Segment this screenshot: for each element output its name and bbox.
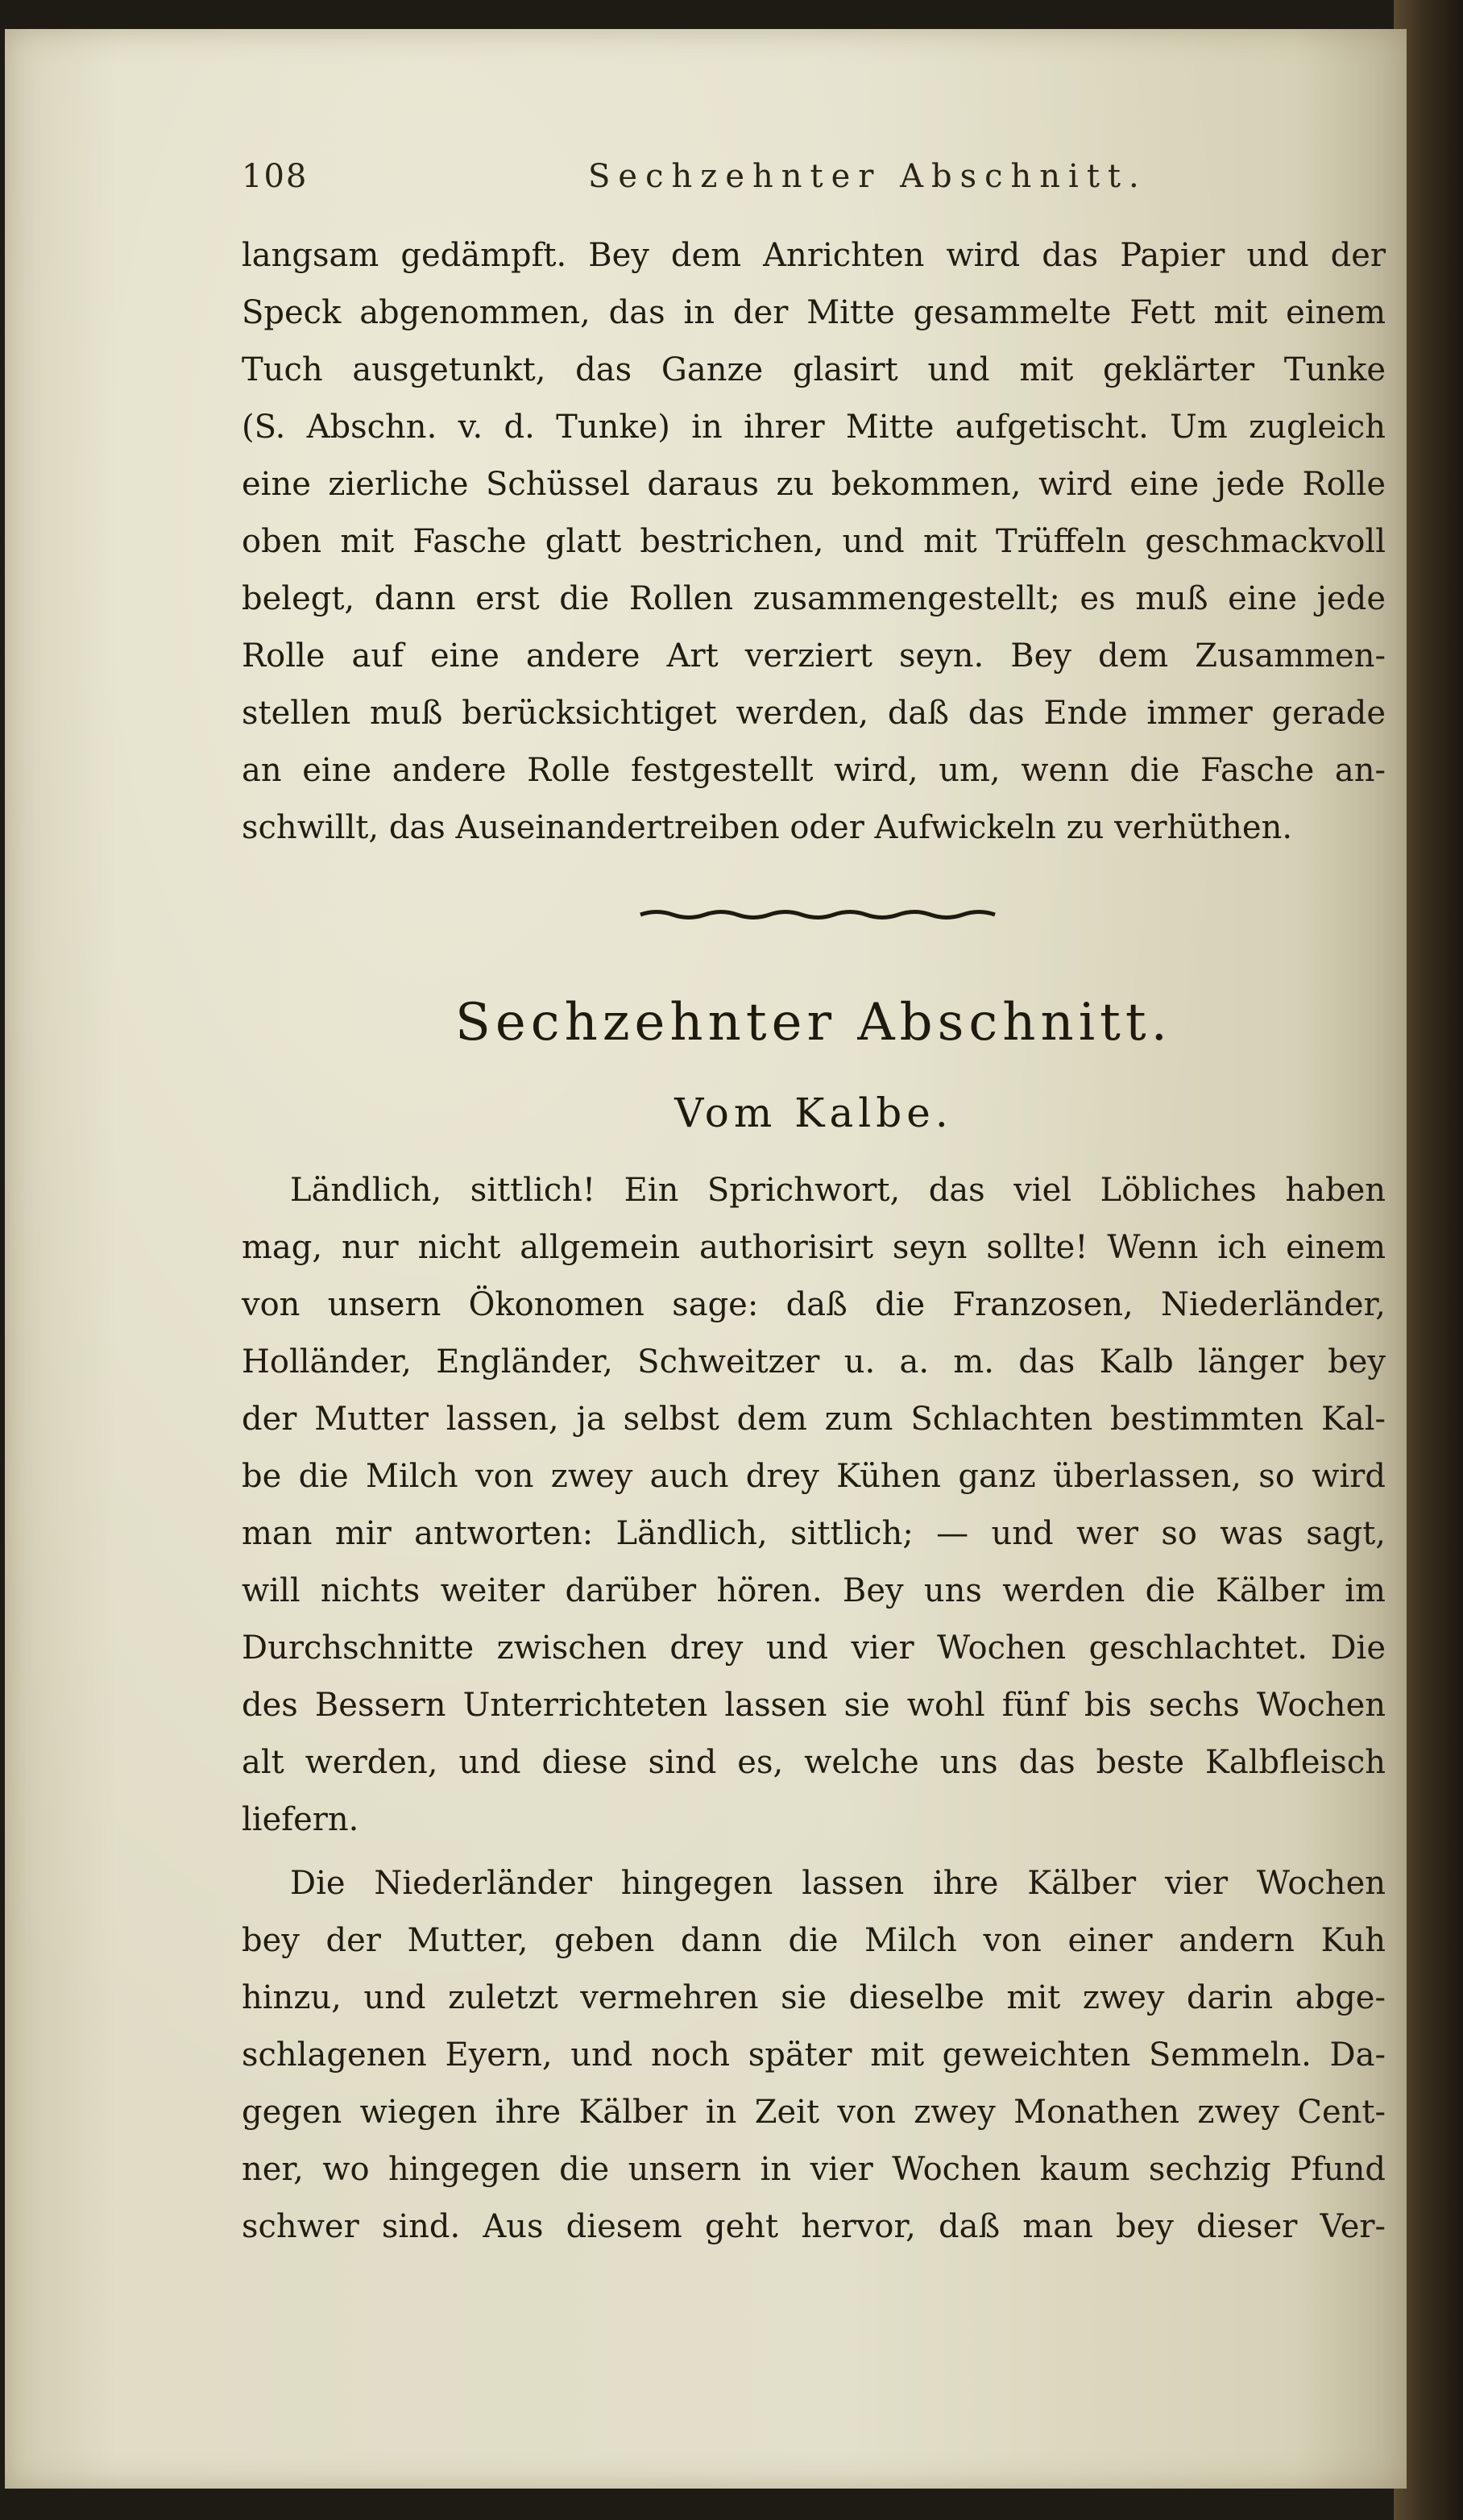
page-header <box>242 158 1353 198</box>
text-line: Ländlich, sittlich! Ein Sprichwort, das viel Löbliches haben <box>290 1172 1386 1209</box>
text-line: Die Niederländer hingegen lassen ihre Kälber vier Wochen <box>290 1865 1386 1902</box>
running-head: Sechzehnter Abschnitt. <box>588 158 1147 195</box>
text-line: an eine andere Rolle festgestellt wird, um, wenn die Fasche an- <box>242 752 1386 789</box>
text-line: Holländer, Engländer, Schweitzer u. a. m. das Kalb länger bey <box>242 1343 1386 1380</box>
text-line: von unsern Ökonomen sage: daß die Franzosen, Niederländer, <box>242 1286 1386 1323</box>
text-line: bey der Mutter, geben dann die Milch von einer andern Kuh <box>242 1922 1386 1959</box>
text-line: der Mutter lassen, ja selbst dem zum Schlachten bestimmten Kal- <box>242 1401 1386 1438</box>
text-line: ner, wo hingegen die unsern in vier Wochen kaum sechzig Pfund <box>242 2151 1386 2188</box>
text-line: eine zierliche Schüssel daraus zu bekommen, wird eine jede Rolle <box>242 466 1386 503</box>
text-line: langsam gedämpft. Bey dem Anrichten wird das Papier und der <box>242 237 1386 274</box>
text-line: oben mit Fasche glatt bestrichen, und mit Trüffeln geschmackvoll <box>242 523 1386 560</box>
text-line: will nichts weiter darüber hören. Bey uns werden die Kälber im <box>242 1572 1386 1609</box>
text-line: (S. Abschn. v. d. Tunke) in ihrer Mitte aufgetischt. Um zugleich <box>242 409 1386 446</box>
ornamental-divider <box>636 907 999 922</box>
section-title: Sechzehnter Abschnitt. <box>455 993 1172 1052</box>
text-line: alt werden, und diese sind es, welche uns das beste Kalbfleisch <box>242 1744 1386 1781</box>
text-line: be die Milch von zwey auch drey Kühen ganz überlassen, so wird <box>242 1458 1386 1495</box>
section-subtitle: Vom Kalbe. <box>674 1090 953 1136</box>
page-number: 108 <box>242 158 309 195</box>
text-line: mag, nur nicht allgemein authorisirt seyn sollte! Wenn ich einem <box>242 1229 1386 1266</box>
text-line: schlagenen Eyern, und noch später mit geweichten Semmeln. Da- <box>242 2036 1386 2074</box>
text-line: Durchschnitte zwischen drey und vier Wochen geschlachtet. Die <box>242 1629 1386 1667</box>
text-line: Tuch ausgetunkt, das Ganze glasirt und mit geklärter Tunke <box>242 351 1386 388</box>
text-line: hinzu, und zuletzt vermehren sie dieselbe mit zwey darin abge- <box>242 1979 1386 2016</box>
text-line: Rolle auf eine andere Art verziert seyn. Bey dem Zusammen- <box>242 637 1386 675</box>
paragraph-3 <box>242 1855 1386 2256</box>
text-line: des Bessern Unterrichteten lassen sie wohl fünf bis sechs Wochen <box>242 1687 1386 1724</box>
text-line: liefern. <box>242 1801 359 1838</box>
text-line: Speck abgenommen, das in der Mitte gesammelte Fett mit einem <box>242 294 1386 331</box>
text-line: schwer sind. Aus diesem geht hervor, daß man bey dieser Ver- <box>242 2208 1386 2245</box>
text-line: belegt, dann erst die Rollen zusammengestellt; es muß eine jede <box>242 580 1386 617</box>
text-line: schwillt, das Auseinandertreiben oder Aufwickeln zu verhüthen. <box>242 809 1293 846</box>
paragraph-1 <box>242 227 1386 857</box>
text-line: gegen wiegen ihre Kälber in Zeit von zwey Monathen zwey Cent- <box>242 2094 1386 2131</box>
text-line: man mir antworten: Ländlich, sittlich; — und wer so was sagt, <box>242 1515 1386 1552</box>
text-line: stellen muß berücksichtiget werden, daß das Ende immer gerade <box>242 695 1386 732</box>
paragraph-2 <box>242 1162 1386 1849</box>
